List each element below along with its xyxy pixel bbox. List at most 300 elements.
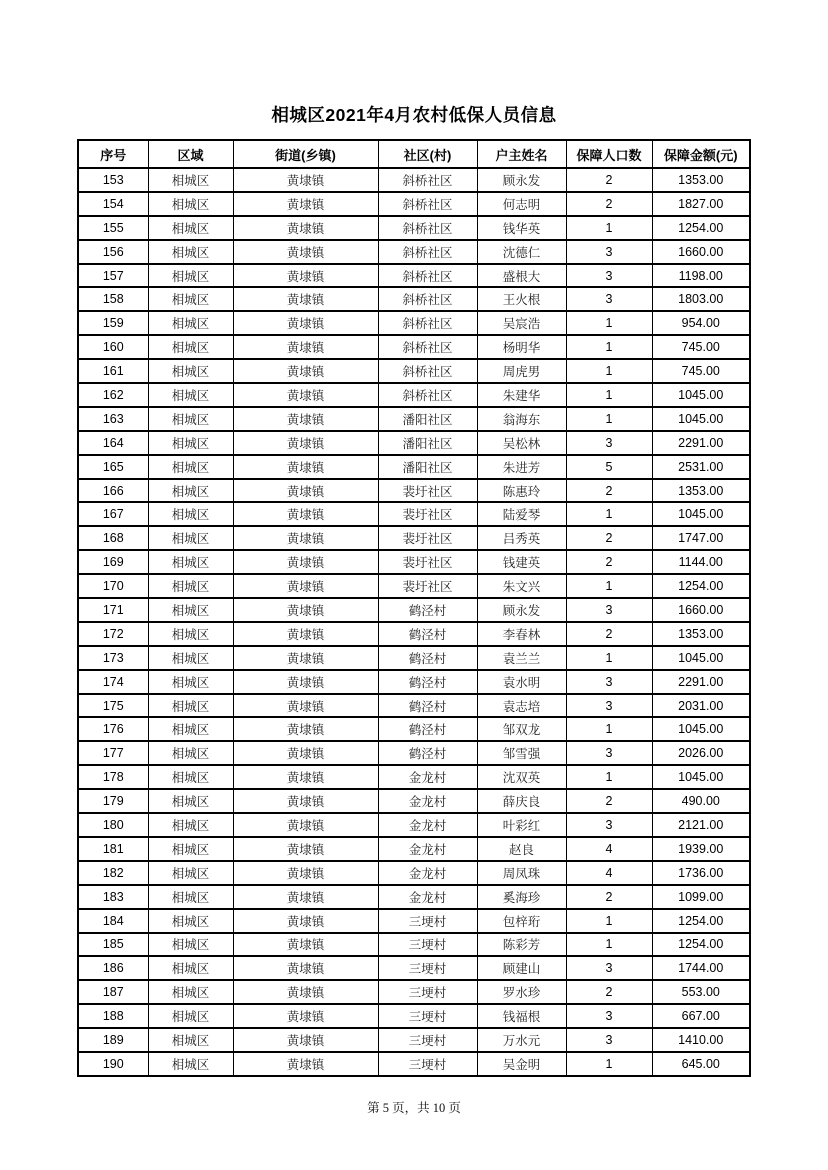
cell-community-village: 斜桥社区 (378, 359, 477, 383)
cell-region: 相城区 (148, 240, 233, 264)
cell-street-town: 黄埭镇 (233, 885, 378, 909)
cell-serial: 186 (78, 956, 148, 980)
cell-community-village: 潘阳社区 (378, 455, 477, 479)
cell-household-name: 沈双英 (477, 765, 566, 789)
cell-household-name: 顾永发 (477, 598, 566, 622)
cell-community-village: 斜桥社区 (378, 192, 477, 216)
table-row (78, 431, 750, 455)
cell-serial: 184 (78, 909, 148, 933)
cell-household-name: 李春林 (477, 622, 566, 646)
cell-protected-population: 4 (566, 861, 652, 885)
cell-street-town: 黄埭镇 (233, 1052, 378, 1076)
cell-protected-population: 1 (566, 646, 652, 670)
cell-community-village: 金龙村 (378, 837, 477, 861)
cell-protected-population: 4 (566, 837, 652, 861)
cell-region: 相城区 (148, 264, 233, 288)
cell-street-town: 黄埭镇 (233, 264, 378, 288)
cell-community-village: 裴圩社区 (378, 574, 477, 598)
cell-street-town: 黄埭镇 (233, 861, 378, 885)
cell-community-village: 裴圩社区 (378, 526, 477, 550)
cell-serial: 155 (78, 216, 148, 240)
cell-protected-amount: 1045.00 (652, 502, 750, 526)
table-row (78, 837, 750, 861)
cell-region: 相城区 (148, 980, 233, 1004)
cell-protected-population: 1 (566, 574, 652, 598)
cell-protected-amount: 2121.00 (652, 813, 750, 837)
cell-household-name: 奚海珍 (477, 885, 566, 909)
col-header-household-name: 户主姓名 (477, 140, 566, 168)
cell-protected-population: 3 (566, 1004, 652, 1028)
cell-region: 相城区 (148, 479, 233, 503)
cell-street-town: 黄埭镇 (233, 550, 378, 574)
cell-street-town: 黄埭镇 (233, 192, 378, 216)
cell-region: 相城区 (148, 789, 233, 813)
cell-protected-population: 1 (566, 1052, 652, 1076)
table-row (78, 407, 750, 431)
cell-street-town: 黄埭镇 (233, 526, 378, 550)
cell-street-town: 黄埭镇 (233, 837, 378, 861)
cell-protected-amount: 745.00 (652, 359, 750, 383)
table-row (78, 933, 750, 957)
cell-protected-population: 2 (566, 550, 652, 574)
table-row (78, 765, 750, 789)
cell-protected-population: 3 (566, 694, 652, 718)
cell-serial: 170 (78, 574, 148, 598)
cell-serial: 166 (78, 479, 148, 503)
cell-region: 相城区 (148, 717, 233, 741)
cell-serial: 181 (78, 837, 148, 861)
table-row (78, 192, 750, 216)
table-row (78, 813, 750, 837)
cell-region: 相城区 (148, 646, 233, 670)
cell-region: 相城区 (148, 502, 233, 526)
cell-community-village: 斜桥社区 (378, 240, 477, 264)
cell-household-name: 吴松林 (477, 431, 566, 455)
cell-protected-amount: 2531.00 (652, 455, 750, 479)
cell-household-name: 邹双龙 (477, 717, 566, 741)
table-row (78, 646, 750, 670)
table-row (78, 216, 750, 240)
cell-street-town: 黄埭镇 (233, 622, 378, 646)
cell-serial: 176 (78, 717, 148, 741)
cell-protected-amount: 1736.00 (652, 861, 750, 885)
cell-street-town: 黄埭镇 (233, 431, 378, 455)
cell-serial: 182 (78, 861, 148, 885)
cell-serial: 174 (78, 670, 148, 694)
cell-region: 相城区 (148, 455, 233, 479)
cell-community-village: 鹤泾村 (378, 741, 477, 765)
cell-street-town: 黄埭镇 (233, 741, 378, 765)
cell-community-village: 三埂村 (378, 933, 477, 957)
cell-protected-amount: 1099.00 (652, 885, 750, 909)
cell-serial: 179 (78, 789, 148, 813)
cell-protected-amount: 745.00 (652, 335, 750, 359)
cell-household-name: 朱文兴 (477, 574, 566, 598)
table-row (78, 885, 750, 909)
cell-household-name: 吴金明 (477, 1052, 566, 1076)
cell-protected-amount: 1747.00 (652, 526, 750, 550)
table-row (78, 240, 750, 264)
cell-protected-amount: 553.00 (652, 980, 750, 1004)
cell-protected-population: 2 (566, 789, 652, 813)
cell-region: 相城区 (148, 622, 233, 646)
cell-region: 相城区 (148, 933, 233, 957)
cell-serial: 161 (78, 359, 148, 383)
cell-region: 相城区 (148, 431, 233, 455)
cell-community-village: 潘阳社区 (378, 407, 477, 431)
table-row (78, 479, 750, 503)
cell-street-town: 黄埭镇 (233, 502, 378, 526)
cell-serial: 156 (78, 240, 148, 264)
cell-street-town: 黄埭镇 (233, 383, 378, 407)
cell-protected-amount: 1660.00 (652, 240, 750, 264)
cell-serial: 183 (78, 885, 148, 909)
cell-community-village: 鹤泾村 (378, 622, 477, 646)
cell-protected-population: 3 (566, 287, 652, 311)
cell-protected-population: 1 (566, 383, 652, 407)
cell-household-name: 陈惠玲 (477, 479, 566, 503)
cell-region: 相城区 (148, 741, 233, 765)
cell-protected-population: 1 (566, 216, 652, 240)
table-row (78, 455, 750, 479)
cell-community-village: 鹤泾村 (378, 670, 477, 694)
cell-community-village: 斜桥社区 (378, 264, 477, 288)
table-row (78, 694, 750, 718)
cell-serial: 185 (78, 933, 148, 957)
cell-household-name: 何志明 (477, 192, 566, 216)
cell-serial: 158 (78, 287, 148, 311)
cell-serial: 167 (78, 502, 148, 526)
cell-street-town: 黄埭镇 (233, 287, 378, 311)
cell-protected-amount: 1254.00 (652, 933, 750, 957)
cell-region: 相城区 (148, 287, 233, 311)
cell-community-village: 斜桥社区 (378, 335, 477, 359)
cell-region: 相城区 (148, 670, 233, 694)
table-row (78, 598, 750, 622)
cell-street-town: 黄埭镇 (233, 717, 378, 741)
cell-household-name: 王火根 (477, 287, 566, 311)
cell-protected-population: 1 (566, 407, 652, 431)
table-row (78, 622, 750, 646)
cell-street-town: 黄埭镇 (233, 694, 378, 718)
cell-household-name: 吕秀英 (477, 526, 566, 550)
cell-street-town: 黄埭镇 (233, 335, 378, 359)
cell-protected-population: 1 (566, 933, 652, 957)
cell-protected-amount: 1254.00 (652, 574, 750, 598)
table-row (78, 264, 750, 288)
table-row (78, 383, 750, 407)
cell-street-town: 黄埭镇 (233, 407, 378, 431)
cell-serial: 172 (78, 622, 148, 646)
cell-household-name: 赵良 (477, 837, 566, 861)
cell-protected-amount: 1827.00 (652, 192, 750, 216)
table-body (78, 168, 750, 1076)
cell-protected-amount: 1660.00 (652, 598, 750, 622)
cell-protected-amount: 1144.00 (652, 550, 750, 574)
table-row (78, 670, 750, 694)
cell-protected-amount: 1045.00 (652, 646, 750, 670)
cell-household-name: 罗水珍 (477, 980, 566, 1004)
lowbao-info-table (77, 139, 751, 1077)
cell-street-town: 黄埭镇 (233, 455, 378, 479)
cell-serial: 164 (78, 431, 148, 455)
cell-protected-population: 3 (566, 670, 652, 694)
cell-protected-amount: 1939.00 (652, 837, 750, 861)
cell-region: 相城区 (148, 168, 233, 192)
cell-community-village: 斜桥社区 (378, 216, 477, 240)
cell-protected-population: 3 (566, 431, 652, 455)
cell-community-village: 金龙村 (378, 861, 477, 885)
cell-street-town: 黄埭镇 (233, 670, 378, 694)
cell-community-village: 三埂村 (378, 1028, 477, 1052)
col-header-serial: 序号 (78, 140, 148, 168)
cell-street-town: 黄埭镇 (233, 598, 378, 622)
table-row (78, 789, 750, 813)
table-row (78, 1052, 750, 1076)
col-header-street-town: 街道(乡镇) (233, 140, 378, 168)
col-header-protected-amount: 保障金额(元) (652, 140, 750, 168)
cell-community-village: 斜桥社区 (378, 311, 477, 335)
cell-street-town: 黄埭镇 (233, 765, 378, 789)
cell-protected-amount: 1045.00 (652, 407, 750, 431)
cell-region: 相城区 (148, 885, 233, 909)
table-row (78, 550, 750, 574)
cell-protected-population: 2 (566, 980, 652, 1004)
cell-region: 相城区 (148, 813, 233, 837)
cell-protected-amount: 1254.00 (652, 216, 750, 240)
cell-protected-amount: 667.00 (652, 1004, 750, 1028)
cell-household-name: 周凤珠 (477, 861, 566, 885)
cell-street-town: 黄埭镇 (233, 1028, 378, 1052)
cell-region: 相城区 (148, 694, 233, 718)
cell-region: 相城区 (148, 192, 233, 216)
cell-street-town: 黄埭镇 (233, 909, 378, 933)
cell-protected-population: 2 (566, 168, 652, 192)
cell-region: 相城区 (148, 526, 233, 550)
cell-street-town: 黄埭镇 (233, 168, 378, 192)
cell-protected-population: 2 (566, 622, 652, 646)
cell-household-name: 陈彩芳 (477, 933, 566, 957)
cell-community-village: 斜桥社区 (378, 383, 477, 407)
cell-serial: 177 (78, 741, 148, 765)
cell-protected-amount: 2031.00 (652, 694, 750, 718)
cell-region: 相城区 (148, 956, 233, 980)
cell-serial: 168 (78, 526, 148, 550)
cell-street-town: 黄埭镇 (233, 980, 378, 1004)
cell-household-name: 朱进芳 (477, 455, 566, 479)
cell-protected-population: 1 (566, 335, 652, 359)
cell-protected-amount: 1744.00 (652, 956, 750, 980)
cell-protected-population: 1 (566, 359, 652, 383)
cell-street-town: 黄埭镇 (233, 216, 378, 240)
cell-community-village: 三埂村 (378, 1004, 477, 1028)
cell-street-town: 黄埭镇 (233, 789, 378, 813)
cell-community-village: 裴圩社区 (378, 502, 477, 526)
page-title: 相城区2021年4月农村低保人员信息 (271, 105, 557, 125)
cell-community-village: 三埂村 (378, 909, 477, 933)
cell-region: 相城区 (148, 383, 233, 407)
cell-community-village: 金龙村 (378, 885, 477, 909)
table-row (78, 861, 750, 885)
cell-region: 相城区 (148, 216, 233, 240)
cell-household-name: 顾建山 (477, 956, 566, 980)
cell-household-name: 朱建华 (477, 383, 566, 407)
cell-household-name: 钱建英 (477, 550, 566, 574)
cell-protected-population: 3 (566, 813, 652, 837)
cell-serial: 189 (78, 1028, 148, 1052)
cell-serial: 163 (78, 407, 148, 431)
cell-community-village: 斜桥社区 (378, 287, 477, 311)
cell-household-name: 万水元 (477, 1028, 566, 1052)
cell-serial: 169 (78, 550, 148, 574)
cell-serial: 175 (78, 694, 148, 718)
cell-household-name: 顾永发 (477, 168, 566, 192)
table-row (78, 287, 750, 311)
cell-household-name: 袁兰兰 (477, 646, 566, 670)
cell-protected-population: 2 (566, 885, 652, 909)
cell-protected-population: 1 (566, 311, 652, 335)
cell-street-town: 黄埭镇 (233, 933, 378, 957)
cell-street-town: 黄埭镇 (233, 956, 378, 980)
table-row (78, 335, 750, 359)
cell-street-town: 黄埭镇 (233, 240, 378, 264)
cell-household-name: 袁志培 (477, 694, 566, 718)
cell-serial: 159 (78, 311, 148, 335)
cell-community-village: 金龙村 (378, 765, 477, 789)
cell-serial: 171 (78, 598, 148, 622)
cell-household-name: 钱华英 (477, 216, 566, 240)
cell-household-name: 杨明华 (477, 335, 566, 359)
cell-community-village: 三埂村 (378, 980, 477, 1004)
cell-community-village: 斜桥社区 (378, 168, 477, 192)
cell-street-town: 黄埭镇 (233, 813, 378, 837)
col-header-community-village: 社区(村) (378, 140, 477, 168)
table-row (78, 359, 750, 383)
table-row (78, 526, 750, 550)
cell-protected-population: 2 (566, 479, 652, 503)
cell-protected-amount: 1254.00 (652, 909, 750, 933)
cell-protected-population: 3 (566, 1028, 652, 1052)
cell-protected-amount: 490.00 (652, 789, 750, 813)
cell-protected-population: 1 (566, 765, 652, 789)
cell-protected-population: 3 (566, 240, 652, 264)
col-header-protected-population: 保障人口数 (566, 140, 652, 168)
cell-region: 相城区 (148, 359, 233, 383)
cell-region: 相城区 (148, 765, 233, 789)
cell-community-village: 三埂村 (378, 1052, 477, 1076)
cell-serial: 162 (78, 383, 148, 407)
cell-protected-population: 1 (566, 717, 652, 741)
table-row (78, 980, 750, 1004)
cell-protected-population: 3 (566, 956, 652, 980)
cell-protected-amount: 954.00 (652, 311, 750, 335)
cell-region: 相城区 (148, 311, 233, 335)
cell-household-name: 吴宸浩 (477, 311, 566, 335)
cell-region: 相城区 (148, 1004, 233, 1028)
cell-protected-amount: 645.00 (652, 1052, 750, 1076)
cell-street-town: 黄埭镇 (233, 311, 378, 335)
cell-household-name: 翁海东 (477, 407, 566, 431)
cell-protected-amount: 2291.00 (652, 431, 750, 455)
cell-household-name: 邹雪强 (477, 741, 566, 765)
cell-community-village: 金龙村 (378, 813, 477, 837)
cell-protected-population: 2 (566, 526, 652, 550)
cell-protected-amount: 2026.00 (652, 741, 750, 765)
cell-protected-amount: 1353.00 (652, 622, 750, 646)
col-header-region: 区域 (148, 140, 233, 168)
table-row (78, 168, 750, 192)
cell-household-name: 陆爱琴 (477, 502, 566, 526)
cell-street-town: 黄埭镇 (233, 646, 378, 670)
cell-street-town: 黄埭镇 (233, 574, 378, 598)
cell-serial: 187 (78, 980, 148, 1004)
cell-serial: 188 (78, 1004, 148, 1028)
page-number: 第 5 页，共 10 页 (367, 1100, 461, 1115)
cell-protected-amount: 1045.00 (652, 717, 750, 741)
cell-protected-population: 3 (566, 741, 652, 765)
cell-region: 相城区 (148, 550, 233, 574)
cell-protected-amount: 1045.00 (652, 383, 750, 407)
cell-serial: 178 (78, 765, 148, 789)
cell-protected-population: 1 (566, 502, 652, 526)
cell-community-village: 裴圩社区 (378, 550, 477, 574)
cell-household-name: 沈德仁 (477, 240, 566, 264)
table-row (78, 1028, 750, 1052)
cell-protected-population: 2 (566, 192, 652, 216)
cell-community-village: 金龙村 (378, 789, 477, 813)
table-row (78, 741, 750, 765)
cell-serial: 165 (78, 455, 148, 479)
cell-street-town: 黄埭镇 (233, 1004, 378, 1028)
cell-community-village: 裴圩社区 (378, 479, 477, 503)
table-row (78, 311, 750, 335)
cell-protected-amount: 1353.00 (652, 168, 750, 192)
cell-household-name: 薛庆良 (477, 789, 566, 813)
cell-region: 相城区 (148, 598, 233, 622)
cell-region: 相城区 (148, 335, 233, 359)
cell-household-name: 袁水明 (477, 670, 566, 694)
cell-community-village: 鹤泾村 (378, 717, 477, 741)
cell-serial: 160 (78, 335, 148, 359)
cell-region: 相城区 (148, 909, 233, 933)
cell-household-name: 钱福根 (477, 1004, 566, 1028)
cell-street-town: 黄埭镇 (233, 479, 378, 503)
cell-serial: 180 (78, 813, 148, 837)
table-header-row (78, 140, 750, 168)
cell-region: 相城区 (148, 574, 233, 598)
table-row (78, 717, 750, 741)
cell-serial: 173 (78, 646, 148, 670)
cell-serial: 153 (78, 168, 148, 192)
cell-protected-amount: 1803.00 (652, 287, 750, 311)
cell-serial: 157 (78, 264, 148, 288)
cell-region: 相城区 (148, 861, 233, 885)
table-row (78, 574, 750, 598)
cell-protected-population: 3 (566, 264, 652, 288)
cell-serial: 190 (78, 1052, 148, 1076)
cell-protected-amount: 1198.00 (652, 264, 750, 288)
cell-protected-amount: 1045.00 (652, 765, 750, 789)
cell-protected-population: 3 (566, 598, 652, 622)
cell-community-village: 鹤泾村 (378, 694, 477, 718)
cell-community-village: 潘阳社区 (378, 431, 477, 455)
table-row (78, 909, 750, 933)
cell-household-name: 叶彩红 (477, 813, 566, 837)
cell-protected-population: 1 (566, 909, 652, 933)
cell-community-village: 鹤泾村 (378, 598, 477, 622)
cell-protected-population: 5 (566, 455, 652, 479)
cell-street-town: 黄埭镇 (233, 359, 378, 383)
